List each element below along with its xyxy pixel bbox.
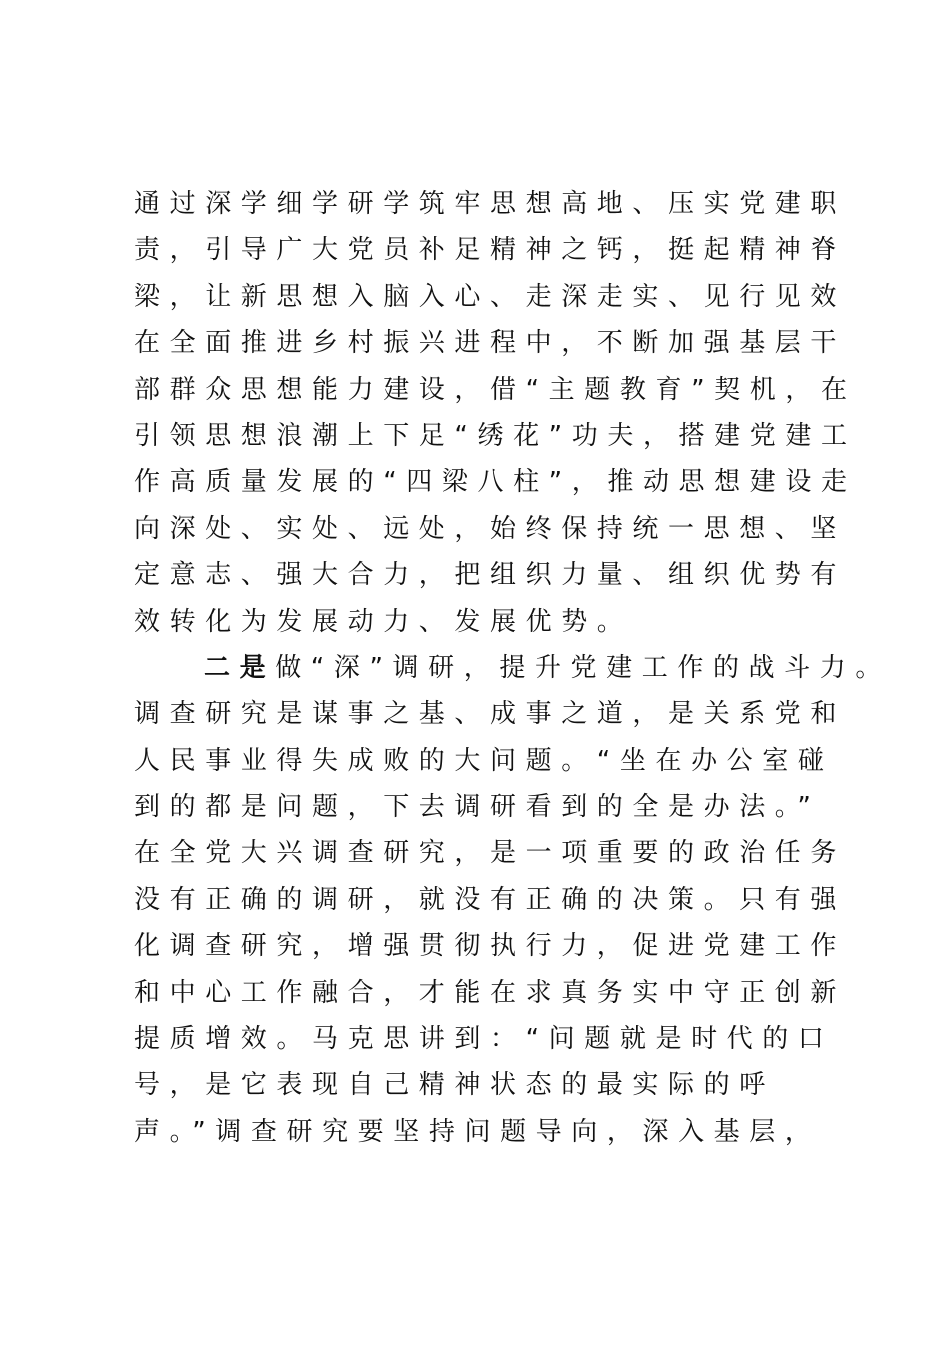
paragraph-line: 梁，让新思想入脑入心、走深走实、见行见效 [134,281,847,312]
paragraph-2 [134,645,891,1155]
paragraph-line: 部群众思想能力建设，借“主题教育”契机，在 [134,374,857,405]
section-heading-text: 做“深”调研，提升党建工作的战斗力。 [275,652,891,683]
paragraph-1 [134,181,857,645]
document-body [134,181,891,1155]
paragraph-line: 化调查研究，增强贯彻执行力，促进党建工作 [134,931,847,962]
paragraph-line: 定意志、强大合力，把组织力量、组织优势有 [134,560,847,591]
paragraph-line: 号，是它表现自己精神状态的最实际的呼 [134,1070,775,1101]
paragraph-line: 向深处、实处、远处，始终保持统一思想、坚 [134,513,847,544]
paragraph-line: 效转化为发展动力、发展优势。 [134,606,633,637]
paragraph-line: 责，引导广大党员补足精神之钙，挺起精神脊 [134,235,847,266]
paragraph-line: 调查研究是谋事之基、成事之道，是关系党和 [134,699,847,730]
paragraph-line: 作高质量发展的“四梁八柱”，推动思想建设走 [134,467,857,498]
paragraph-line: 在全党大兴调查研究，是一项重要的政治任务 [134,838,847,869]
paragraph-line: 没有正确的调研，就没有正确的决策。只有强 [134,884,847,915]
paragraph-line: 通过深学细学研学筑牢思想高地、压实党建职 [134,189,847,219]
paragraph-lead-line [134,645,891,691]
paragraph-line: 引领思想浪潮上下足“绣花”功夫，搭建党建工 [134,420,857,451]
paragraph-line: 人民事业得失成败的大问题。“坐在办公室碰 [134,745,834,776]
section-marker: 二是 [204,652,276,683]
paragraph-line: 提质增效。马克思讲到：“问题就是时代的口 [134,1024,834,1055]
paragraph-line: 在全面推进乡村振兴进程中，不断加强基层干 [134,328,847,359]
paragraph-line: 到的都是问题，下去调研看到的全是办法。” [134,792,821,823]
paragraph-line: 声。”调查研究要坚持问题导向，深入基层， [134,1116,821,1147]
paragraph-line: 和中心工作融合，才能在求真务实中守正创新 [134,977,847,1008]
